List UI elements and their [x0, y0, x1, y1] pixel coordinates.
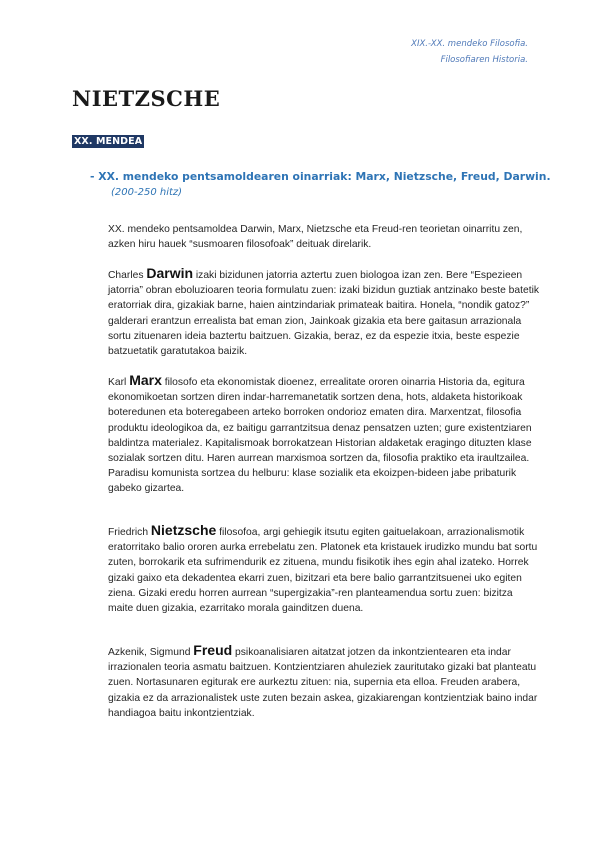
header-course: XIX.-XX. mendeko Filosofia. [411, 39, 528, 49]
paragraph-freud [108, 643, 540, 721]
freud-text: psikoanalisiaren aitatzat jotzen da inkontzientearen eta indar irrazionalen teoria asmatu baitzuen. Kontzientziaren ahuleziek zauritutako gizaki bat planteatu zuen. Nortasunaren egiturak ere aurkeztu zituen: nia, supernia eta elloa. Freuden arabera, gizakia ez da arrazionalistek uste zuten bezain askea, gizakiarengan kontzientziak baino indar handiagoa baitu inkontzientziak. [108, 647, 538, 719]
marx-prefix: Karl [108, 377, 130, 388]
nietzsche-prefix: Friedrich [108, 527, 151, 538]
question-heading: - XX. mendeko pentsamoldearen oinarriak: Marx, Nietzsche, Freud, Darwin. [90, 170, 551, 183]
paragraph-intro [108, 222, 540, 252]
darwin-prefix: Charles [108, 270, 147, 281]
marx-name: Marx [129, 372, 162, 388]
nietzsche-name: Nietzsche [150, 522, 217, 538]
intro-text: XX. mendeko pentsamoldea Darwin, Marx, Nietzsche eta Freud-ren teorietan oinarritu zen, azken hiru hauek “susmoaren filosofoak” deituak direlarik. [108, 224, 523, 251]
page-title: NIETZSCHE [72, 86, 221, 111]
paragraph-darwin [108, 266, 540, 359]
freud-name: Freud [193, 642, 233, 658]
paragraph-nietzsche [108, 523, 540, 616]
marx-text: filosofo eta ekonomistak dioenez, errealitate ororen oinarria Historia da, egitura ekonomikoetan sortzen diren indar-harremanetatik sortzen dena, hots, aldaketa historikoak boteredunen eta boteregabeen arteko borroken ondorioz ematen dira. Marxentzat, filosofia produktu ideologikoa da, ez baitigu garrantzitsua denaz pensatzen uzten; gure existentziaren baldintza materialez. Kapitalismoak borrokatzean Historian aldaketak eragingo dituzten klase sozialak sortzen ditu. Haren aurrean marxismoa sortzen da, filosofia praktiko eta iraultzailea. Paradisu komunista sortzea du helburu: klase sozialik eta ekoizpen-bideen jabe pribaturik gabeko gizartea. [108, 377, 532, 495]
darwin-text: izaki bizidunen jatorria aztertu zuen biologoa izan zen. Bere “Espezieen jatorria” obran eboluzioaren teoria formulatu zuen: izaki bizidun guztiak antzinako beste batetik eratorriak dira, gizakiak barne, haien aintzindariak primateak baitira. Honela, “nondik gatoz?” galderari erantzun errealista bat eman zion, Jainkoak gizakia eta bere gaitasun arrazionala sortu zituenaren ideia baztertu baitzuen. Gizakia, beraz, ez da espezie itxia, beste espezie batzuetatik garatutakoa baizik. [108, 270, 540, 358]
nietzsche-text: filosofoa, argi gehiegik itsutu egiten gaituelakoan, arrazionalismotik eratorritako balio ororen aurka errebelatu zen. Platonek eta kristauek irudizko mundu bat sortu zuten, borrokarik eta sufrimendurik ez zituena, mundu fisikotik ihes egin ahal izateko. Horrek gizaki gaixo eta dekadentea ekarri zuen, bizitzari eta bere balio garrantzitsuenei uko egiten ziena. Gizaki eredu horren aurrean “supergizakia”-ren planteamendua sortu zuen: bizitza maite duen gizakia, ezarritako morala gainditzen duena. [108, 527, 538, 615]
document-header [411, 36, 528, 68]
paragraph-marx [108, 373, 540, 497]
header-subject: Filosofiaren Historia. [440, 55, 528, 65]
word-count-hint: (200-250 hitz) [111, 187, 183, 198]
freud-prefix: Azkenik, Sigmund [108, 647, 194, 658]
section-badge: XX. MENDEA [74, 136, 143, 147]
darwin-name: Darwin [146, 265, 194, 281]
